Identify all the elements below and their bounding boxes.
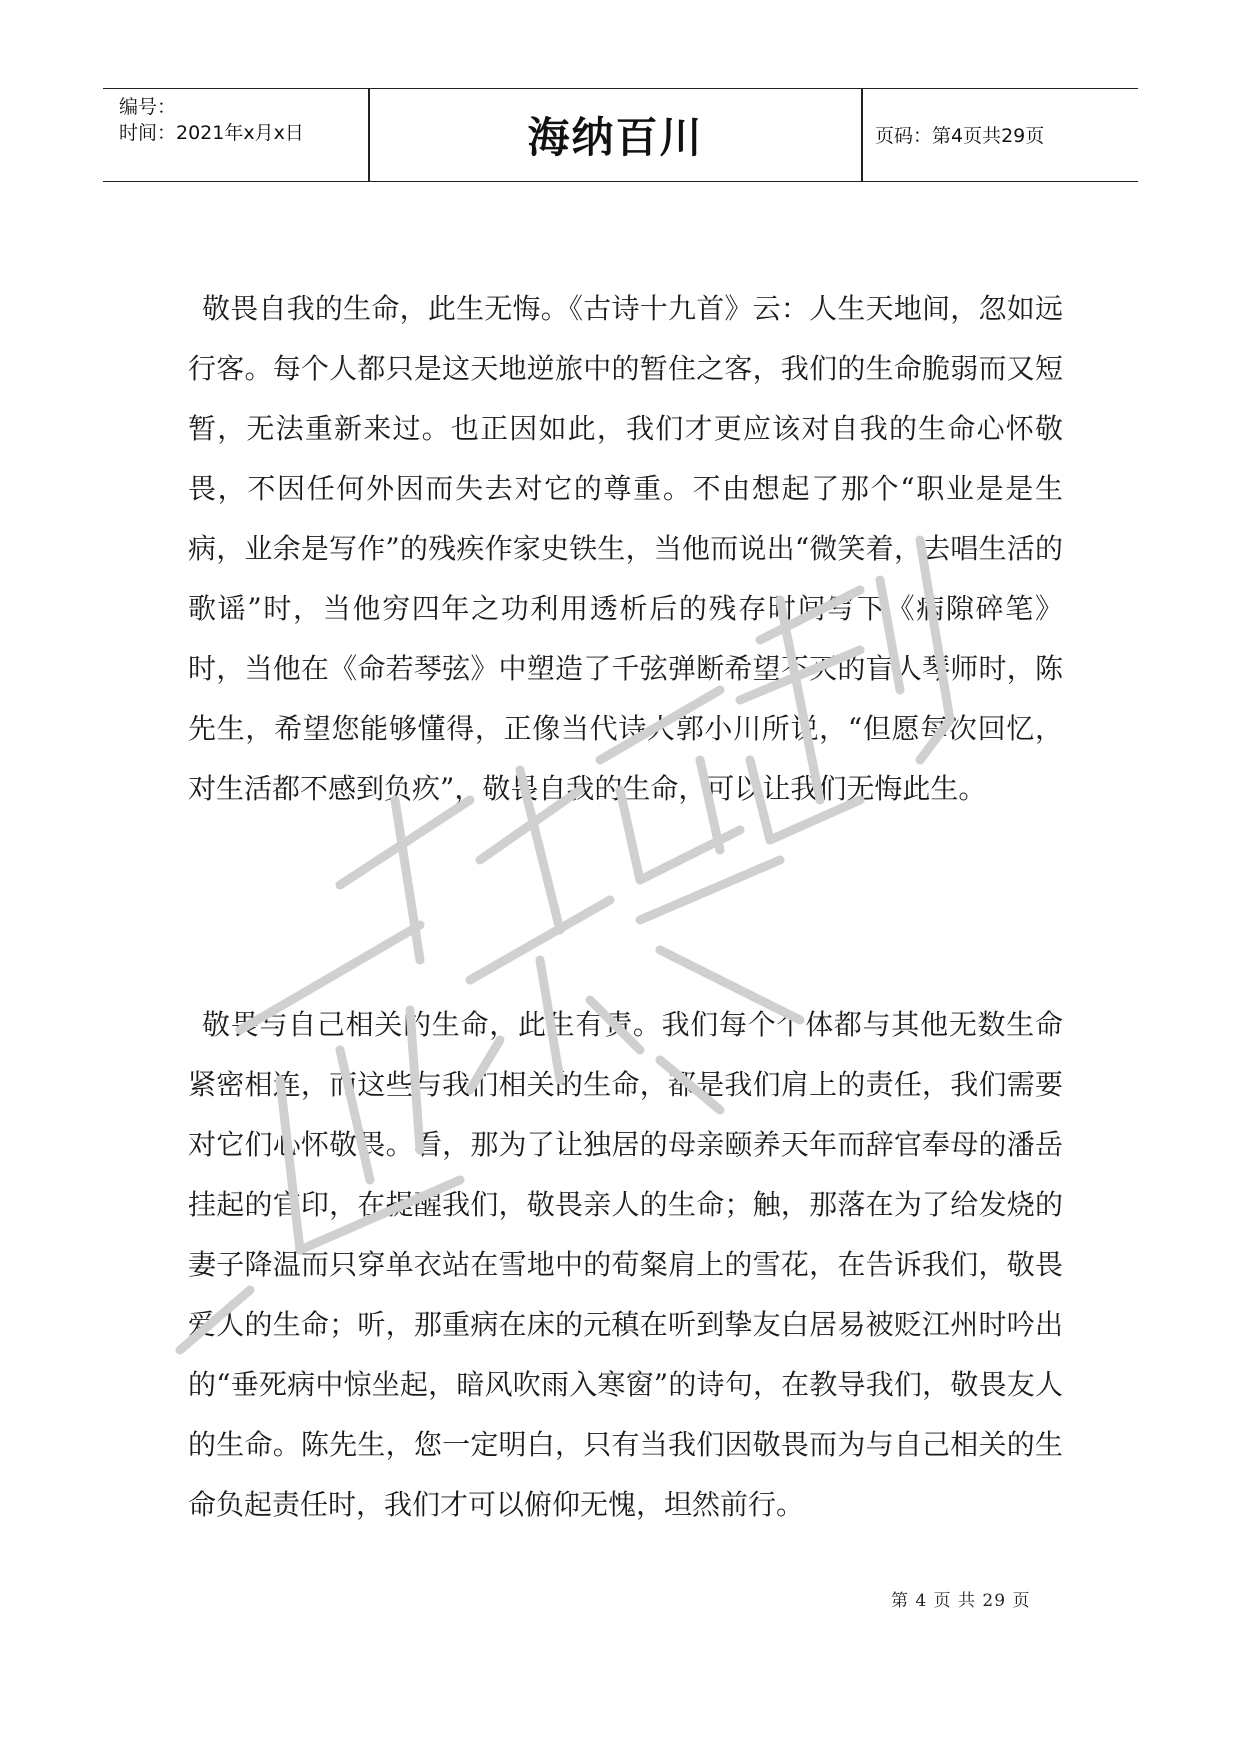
page-header: [103, 88, 1138, 182]
body-paragraph: 敬畏自我的生命，此生无悔。《古诗十九首》云：人生天地间，忽如远行客。每个人都只是这天地逆旅中的暂住之客，我们的生命脆弱而又短暂，无法重新来过。也正因如此，我们才更应该对自我的生命心怀敬畏，不因任何外因而失去对它的尊重。不由想起了那个“职业是是生病，业余是写作”的残疾作家史铁生，当他而说出“微笑着，去唱生活的歌谣”时，当他穷四年之功利用透析后的残存时间写下《病隙碎笔》时，当他在《命若琴弦》中塑造了千弦弹断希望不灭的盲人琴师时，陈先生，希望您能够懂得，正像当代诗人郭小川所说，“但愿每次回忆，对生活都不感到负疚”，敬畏自我的生命，可以让我们无悔此生。: [188, 292, 1063, 805]
document-number-label: 编号：: [119, 96, 177, 118]
page-footer: 第 4 页 共 29 页: [891, 1591, 1031, 1611]
header-title: 海纳百川: [527, 112, 704, 162]
document-time-label: 时间：2021年x月x日: [119, 122, 304, 144]
header-page-label: 页码：第4页共29页: [875, 125, 1045, 147]
header-meta: [119, 94, 304, 146]
header-divider: [861, 89, 863, 181]
body-paragraph: 敬畏与自己相关的生命，此生有责。我们每个个体都与其他无数生命紧密相连，而这些与我们相关的生命，都是我们肩上的责任，我们需要对它们心怀敬畏。看，那为了让独居的母亲颐养天年而辞官奉母的潘岳挂起的官印，在提醒我们，敬畏亲人的生命；触，那落在为了给发烧的妻子降温而只穿单衣站在雪地中的荀粲肩上的雪花，在告诉我们，敬畏爱人的生命；听，那重病在床的元稹在听到挚友白居易被贬江州时吟出的“垂死病中惊坐起，暗风吹雨入寒窗”的诗句，在教导我们，敬畏友人的生命。陈先生，您一定明白，只有当我们因敬畏而为与自己相关的生命负起责任时，我们才可以俯仰无愧，坦然前行。: [188, 1008, 1063, 1521]
